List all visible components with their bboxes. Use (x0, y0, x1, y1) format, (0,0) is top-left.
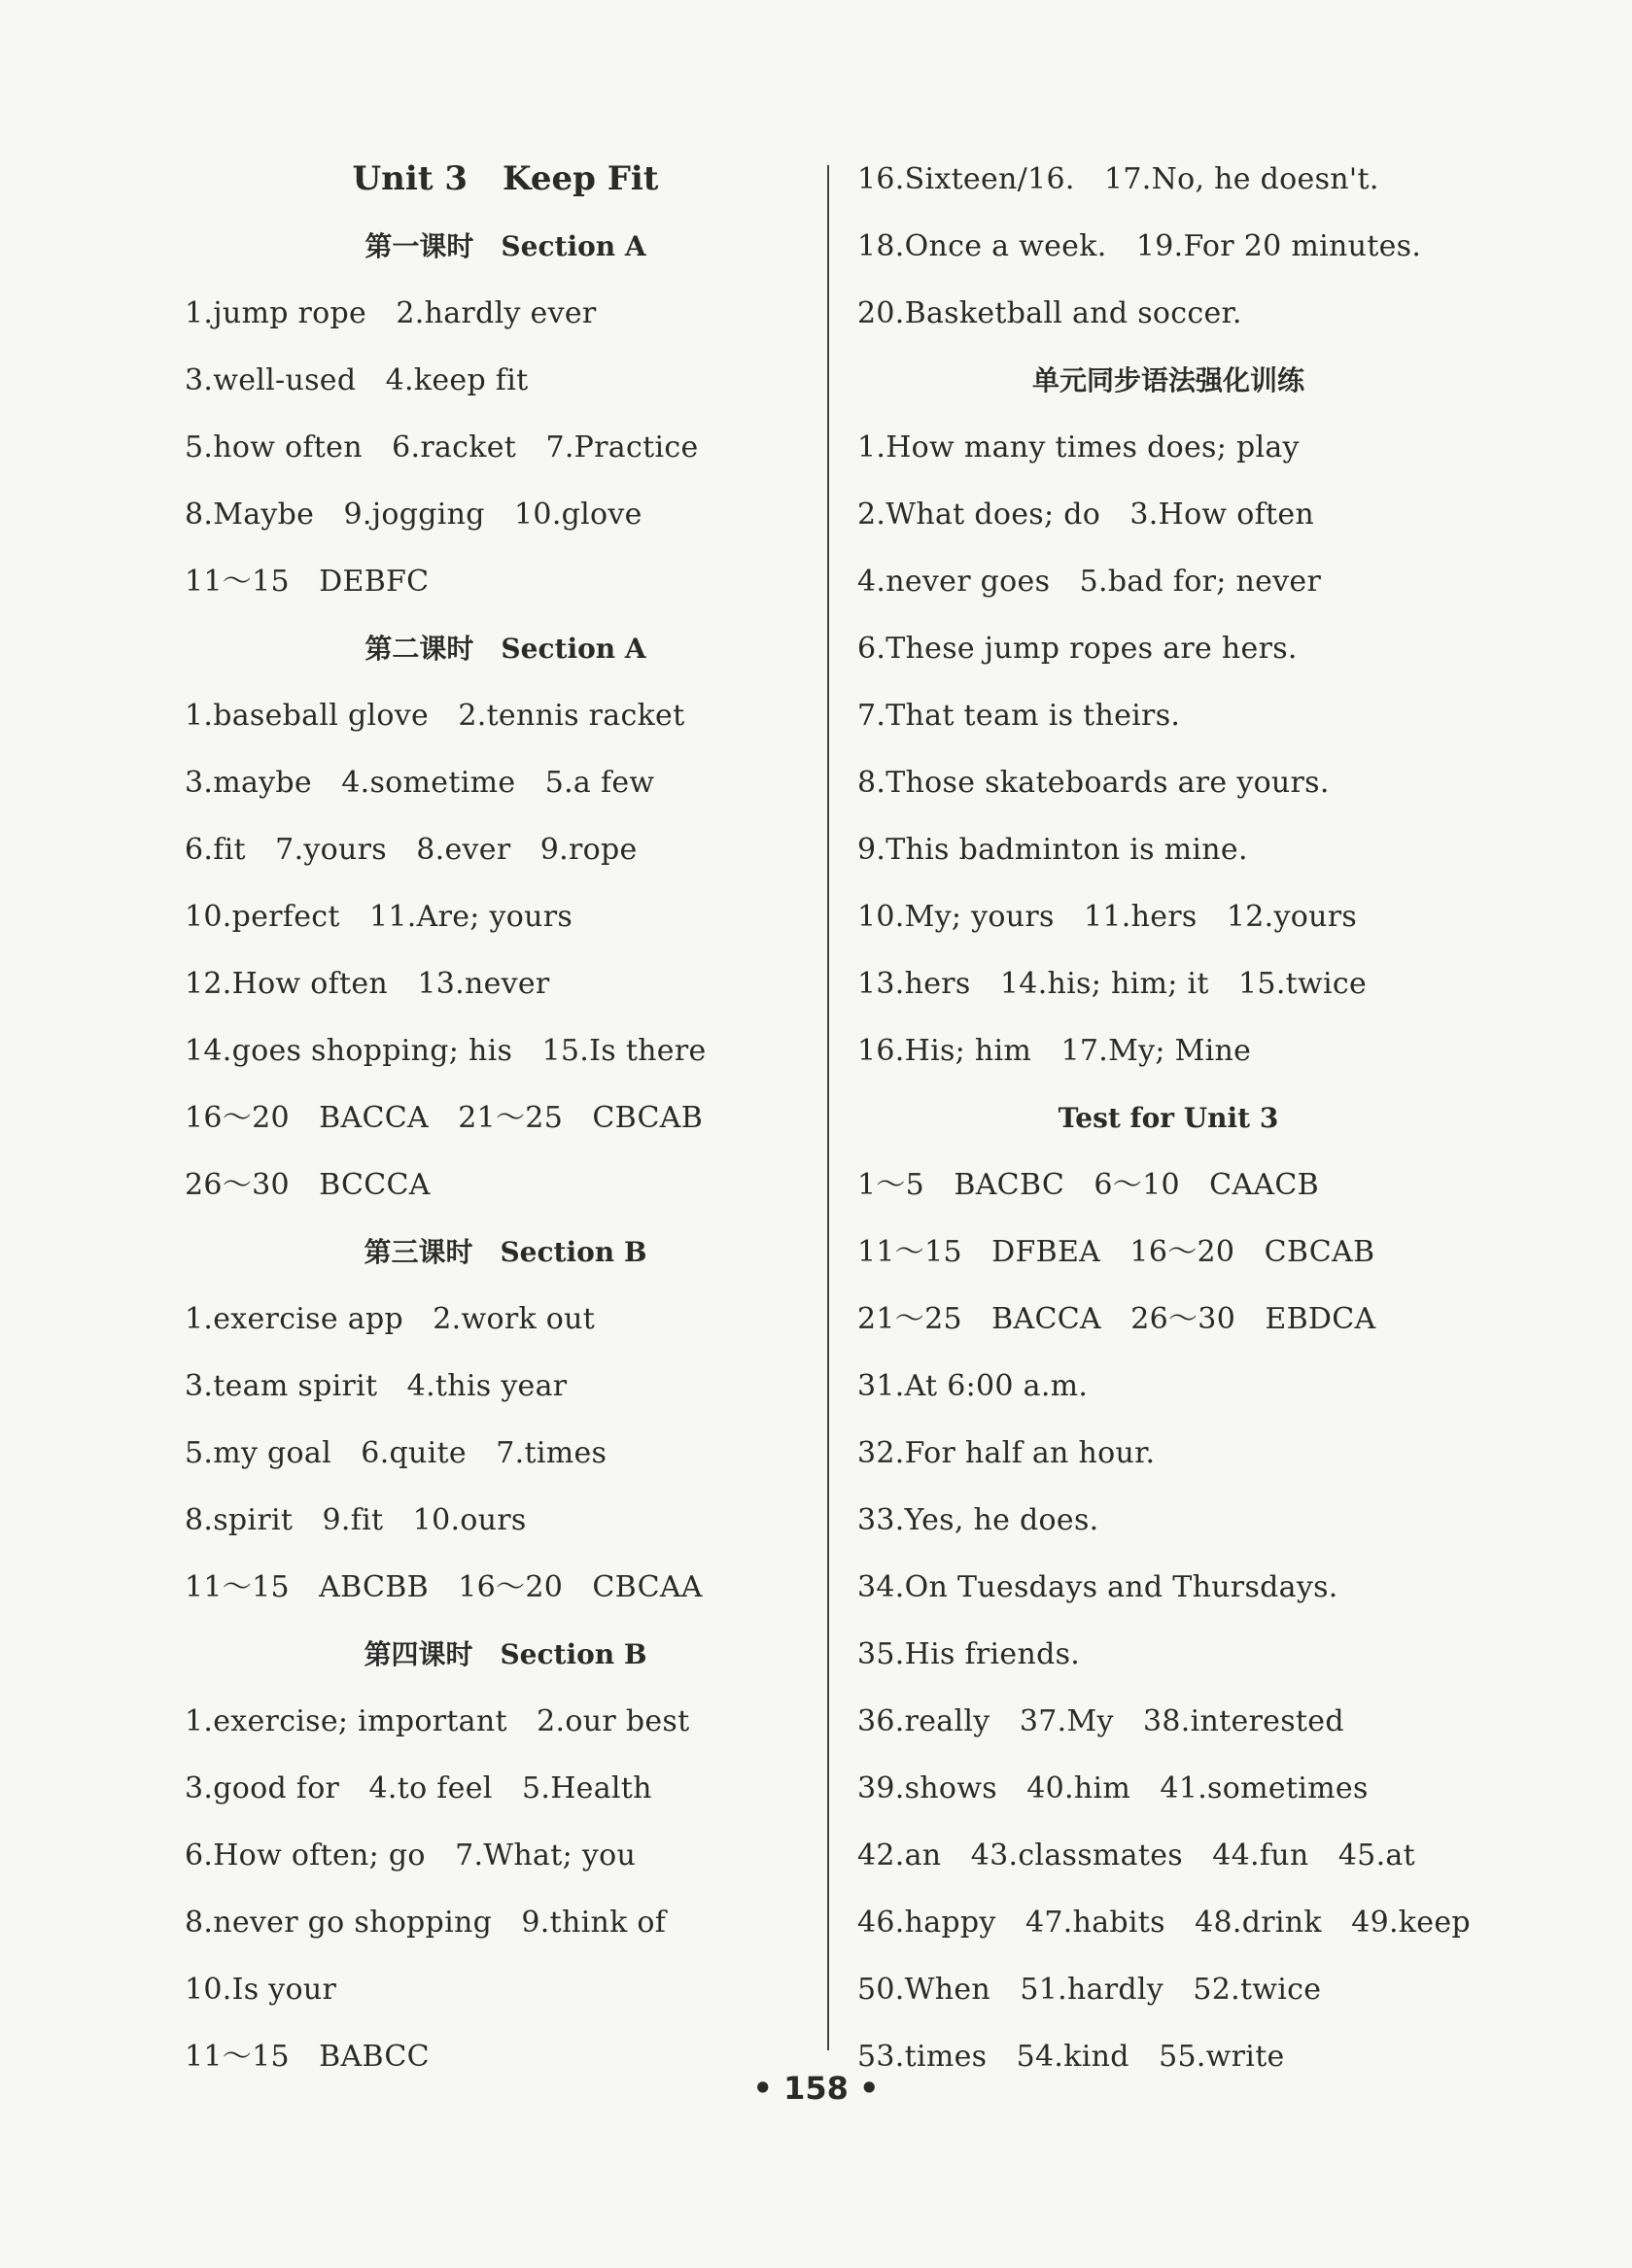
answer-line: 35.His friends. (857, 1637, 1081, 1671)
answer-line: 5.my goal 6.quite 7.times (185, 1436, 608, 1470)
answer-line: 21～25 BACCA 26～30 EBDCA (857, 1302, 1376, 1336)
answer-line: 14.goes shopping; his 15.Is there (185, 1034, 707, 1068)
answer-line: 1.jump rope 2.hardly ever (185, 296, 597, 330)
answer-line: 34.On Tuesdays and Thursdays. (857, 1570, 1338, 1604)
answer-line: 1～5 BACBC 6～10 CAACB (857, 1168, 1319, 1202)
answer-line: 36.really 37.My 38.interested (857, 1704, 1344, 1738)
lesson-4-heading: 第四课时 Section B (364, 1638, 647, 1670)
page-number: • 158 • (752, 2070, 880, 2107)
answer-line: 16.Sixteen/16. 17.No, he doesn't. (857, 162, 1379, 196)
answer-line: 16～20 BACCA 21～25 CBCAB (185, 1101, 704, 1135)
answer-line: 20.Basketball and soccer. (857, 296, 1242, 330)
unit-title (185, 146, 826, 213)
left-column (185, 146, 826, 2090)
answer-line: 1.exercise app 2.work out (185, 1302, 596, 1336)
answer-line: 3.maybe 4.sometime 5.a few (185, 766, 655, 800)
unit-number: Unit 3 (352, 159, 469, 198)
answer-line: 3.good for 4.to feel 5.Health (185, 1771, 652, 1805)
answer-line: 2.What does; do 3.How often (857, 498, 1315, 532)
answer-line: 3.well-used 4.keep fit (185, 363, 529, 397)
answer-line: 9.This badminton is mine. (857, 833, 1248, 867)
answer-line: 7.That team is theirs. (857, 699, 1181, 733)
answer-line: 12.How often 13.never (185, 967, 550, 1001)
answer-line: 42.an 43.classmates 44.fun 45.at (857, 1838, 1415, 1873)
answer-line: 6.fit 7.yours 8.ever 9.rope (185, 833, 638, 867)
answer-line: 39.shows 40.him 41.sometimes (857, 1771, 1369, 1805)
lesson-2-heading: 第二课时 Section A (365, 633, 646, 665)
answer-line: 1.How many times does; play (857, 430, 1300, 464)
answer-line: 31.At 6:00 a.m. (857, 1369, 1089, 1403)
column-divider (827, 165, 829, 2050)
lesson-1-heading: 第一课时 Section A (365, 230, 646, 262)
right-column (857, 146, 1479, 2090)
answer-line: 11～15 BABCC (185, 2040, 430, 2074)
answer-line: 1.exercise; important 2.our best (185, 1704, 690, 1738)
answer-line: 32.For half an hour. (857, 1436, 1156, 1470)
answer-line: 10.perfect 11.Are; yours (185, 900, 573, 934)
answer-line: 8.spirit 9.fit 10.ours (185, 1503, 527, 1537)
answer-line: 11～15 ABCBB 16～20 CBCAA (185, 1570, 703, 1604)
answer-line: 10.My; yours 11.hers 12.yours (857, 900, 1358, 934)
answer-line: 8.Those skateboards are yours. (857, 766, 1330, 800)
lesson-3-heading: 第三课时 Section B (364, 1236, 647, 1268)
answer-line: 5.how often 6.racket 7.Practice (185, 430, 699, 464)
answer-line: 16.His; him 17.My; Mine (857, 1034, 1252, 1068)
answer-line: 3.team spirit 4.this year (185, 1369, 568, 1403)
answer-line: 1.baseball glove 2.tennis racket (185, 699, 685, 733)
answer-line: 13.hers 14.his; him; it 15.twice (857, 967, 1368, 1001)
answer-line: 4.never goes 5.bad for; never (857, 565, 1322, 599)
answer-line: 53.times 54.kind 55.write (857, 2040, 1285, 2074)
unit-name: Keep Fit (503, 159, 659, 198)
answer-line: 46.happy 47.habits 48.drink 49.keep (857, 1906, 1471, 1940)
answer-line: 6.How often; go 7.What; you (185, 1838, 637, 1873)
answer-line: 33.Yes, he does. (857, 1503, 1099, 1537)
answer-line: 10.Is your (185, 1973, 337, 2007)
test-heading: Test for Unit 3 (1058, 1102, 1279, 1134)
answer-line: 6.These jump ropes are hers. (857, 632, 1298, 666)
answer-line: 8.never go shopping 9.think of (185, 1906, 667, 1940)
answer-line: 11～15 DEBFC (185, 565, 430, 599)
grammar-heading: 单元同步语法强化训练 (1031, 364, 1304, 396)
answer-line: 18.Once a week. 19.For 20 minutes. (857, 229, 1422, 263)
answer-line: 11～15 DFBEA 16～20 CBCAB (857, 1235, 1375, 1269)
answer-line: 26～30 BCCCA (185, 1168, 431, 1202)
answer-line: 50.When 51.hardly 52.twice (857, 1973, 1322, 2007)
answer-line: 8.Maybe 9.jogging 10.glove (185, 498, 642, 532)
